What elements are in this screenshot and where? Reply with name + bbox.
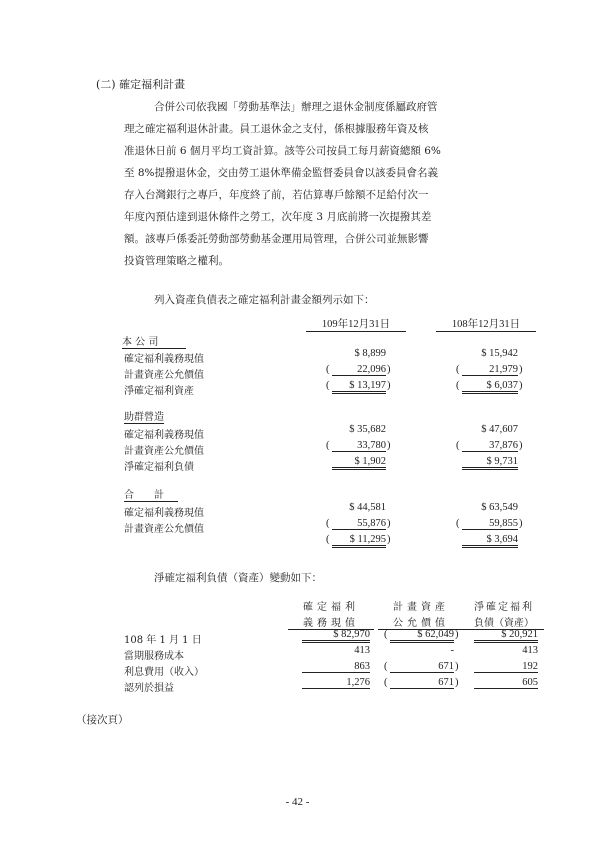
table1-value: 33,780 [332,440,386,452]
table2-value: 1,276 [302,677,370,689]
table1-intro: 列入資產負債表之確定福利計畫金額列示如下： [154,294,375,306]
table2-row-label: 利息費用（收入） [124,667,204,678]
paren-close: ) [387,440,391,451]
paragraph-line: 額。該專戶係委託勞動部勞動基金運用局管理，合併公司並無影響 [124,233,429,245]
paragraph-line: 至 8%提撥退休金，交由勞工退休準備金監督委員會以該委員會名義 [124,167,438,179]
table1-group-title: 合 計 [124,486,178,502]
table1-col-header: 109年12月31日 [306,316,406,332]
paragraph-line: 理之確定福利退休計畫。員工退休金之支付，係根據服務年資及核 [124,123,429,135]
table1-row-label: 淨確定福利負債 [124,462,194,473]
paren-open: ( [384,629,388,640]
paren-open: ( [326,440,330,451]
table1-value: 55,876 [332,518,386,530]
table1-value: 59,855 [462,518,518,530]
paragraph-line: 准退休日前 6 個月平均工資計算。該等公司按員工每月薪資總額 6% [124,145,441,157]
table1-value: $ 6,037 [462,380,518,394]
table1-row-label: 確定福利義務現值 [124,354,204,365]
table1-row-label: 計畫資產公允價值 [124,524,204,535]
table1-row-label: 計畫資產公允價值 [124,370,204,381]
paren-close: ) [387,364,391,375]
paren-open: ( [456,518,460,529]
paragraph-line: 年度內預估達到退休條件之勞工，次年度 3 月底前將一次提撥其差 [124,211,432,223]
table1-value: $ 13,197 [332,380,386,394]
paragraph-line: 存入台灣銀行之專戶，年度終了前，若估算專戶餘額不足給付次一 [124,189,429,201]
paren-open: ( [384,661,388,672]
table1-value: 22,096 [332,364,386,376]
table2-value: 863 [302,661,370,673]
paren-close: ) [387,380,391,391]
table2-col-header: 確定福利 [303,602,359,613]
table2-row-label: 當期服務成本 [124,651,184,662]
table2-value: 192 [474,661,538,673]
paren-open: ( [456,380,460,391]
paren-close: ) [519,440,523,451]
table1-value: $ 63,549 [481,502,518,513]
paragraph [124,96,544,272]
table2-value: $ 82,970 [302,629,370,643]
paren-open: ( [326,534,330,545]
table2-col-header: 負債（資產） [464,614,544,630]
table1-value: $ 47,607 [481,424,518,435]
table1-col-header: 108年12月31日 [436,316,536,332]
table2-value: $ 20,921 [474,629,538,643]
paren-close: ) [519,364,523,375]
paren-close: ) [455,661,459,672]
table2-value: 413 [522,645,538,656]
page-number: - 42 - [285,796,310,808]
table2-row-label: 認列於損益 [124,683,174,694]
paren-close: ) [455,629,459,640]
table1-value: $ 11,295 [332,534,386,548]
table1-group-title: 助群營造 [124,408,164,424]
table1-value: $ 9,731 [462,456,518,470]
table1-value: $ 3,694 [462,534,518,548]
table1-value: 37,876 [462,440,518,452]
table1-row-label: 確定福利義務現值 [124,430,204,441]
paren-open: ( [326,364,330,375]
paren-close: ) [387,534,391,545]
table1-value: $ 15,942 [481,348,518,359]
paren-close: ) [455,677,459,688]
table2-row-label: 108 年 1 月 1 日 [124,635,202,646]
table2-value: - [450,645,454,656]
paren-close: ) [519,518,523,529]
table1-row-label: 計畫資產公允價值 [124,446,204,457]
table2-col-header: 義務現值 [288,614,374,630]
table1-row-label: 淨確定福利資產 [124,386,194,397]
table2-value: 413 [354,645,370,656]
table1-value: $ 35,682 [349,424,386,435]
table2-intro: 淨確定福利負債（資產）變動如下： [154,572,322,584]
paren-open: ( [456,440,460,451]
table1-row-label: 確定福利義務現值 [124,508,204,519]
paren-open: ( [326,518,330,529]
table1-value: 21,979 [462,364,518,376]
table2-value: 671 [390,677,454,689]
table1-value: $ 44,581 [349,502,386,513]
table2-value: 605 [474,677,538,689]
table1-value: $ 8,899 [354,348,386,359]
paragraph-line: 合併公司依我國「勞動基準法」辦理之退休金制度係屬政府管 [154,101,438,113]
paren-close: ) [387,518,391,529]
table1-group-title: 本 公 司 [122,333,186,349]
table2-col-header: 計畫資產 [393,602,449,613]
paren-open: ( [384,677,388,688]
section-title: (二) 確定福利計畫 [96,78,186,91]
table1-value: $ 1,902 [332,456,386,470]
continued-note: （接次頁） [76,714,129,726]
table2-col-header: 公允價值 [378,614,464,630]
table2-value: $ 62,049 [390,629,454,643]
paragraph-line: 投資管理策略之權利。 [124,255,229,267]
table2-col-header: 淨確定福利 [474,602,534,613]
paren-close: ) [519,380,523,391]
paren-open: ( [326,380,330,391]
table2-value: 671 [390,661,454,673]
paren-open: ( [456,364,460,375]
